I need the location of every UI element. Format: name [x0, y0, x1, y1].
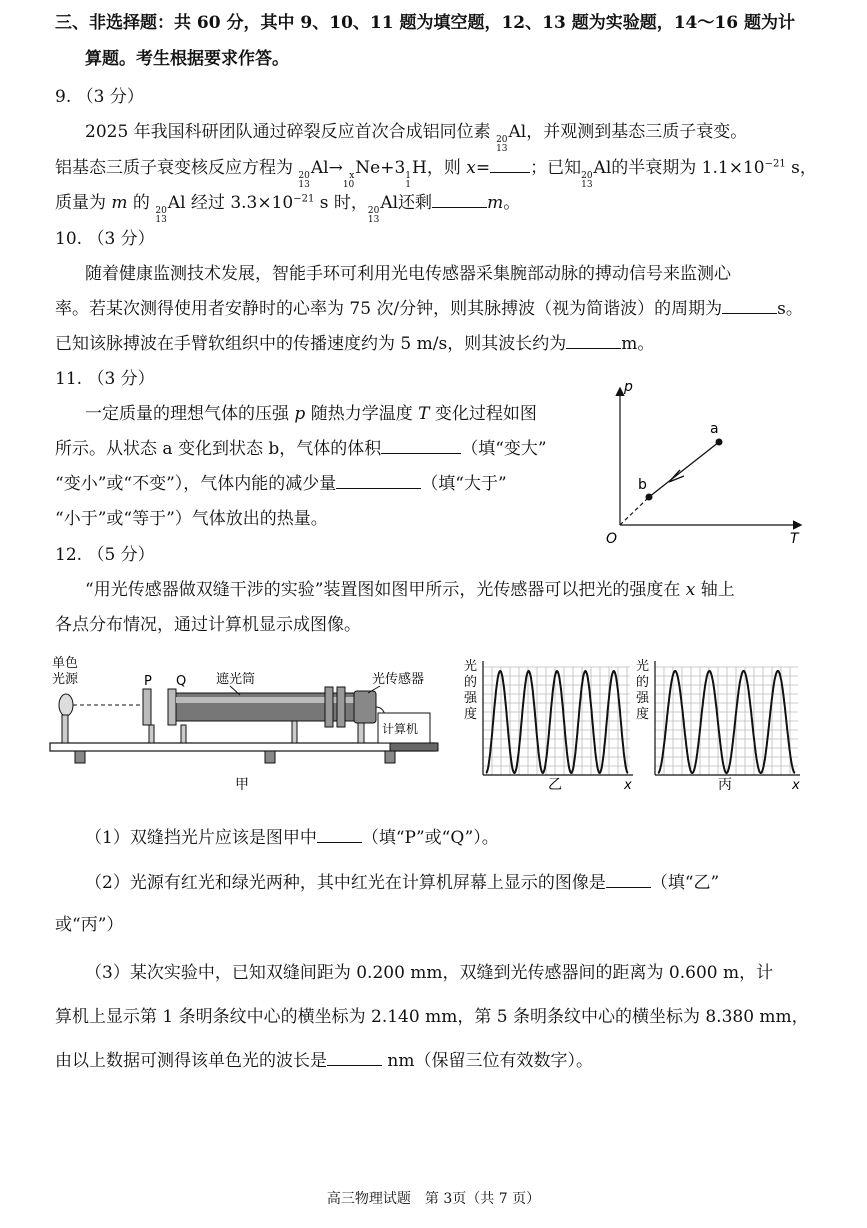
q10-heading — [55, 224, 155, 249]
dashed-extension — [620, 497, 649, 525]
q12-blank-3[interactable] — [327, 1064, 382, 1066]
label-p: P — [144, 674, 152, 689]
q12-sub2: （2）光源有红光和绿光两种，其中红光在计算机屏幕上显示的图像是 （填“乙” — [85, 873, 720, 893]
q9-line2: 铝基态三质子衰变核反应方程为 20 13 Al→ x 10 Ne+3 1 1 H，则 x= ；已知 20 13 Al的半衰期为 $1.1\times 10^{-21}$ s， — [55, 158, 817, 190]
tube-ring1 — [325, 687, 333, 727]
sensor-post — [358, 723, 364, 743]
source-label-1: 单色 — [52, 656, 79, 671]
q12-sub3-line2: 算机上显示第 1 条明条纹中心的横坐标为 2.140 mm，第 5 条明条纹中心的横坐标为 8.380 mm， — [55, 1007, 809, 1027]
q9-number: 9. — [55, 87, 72, 107]
rail-foot-left — [75, 751, 85, 763]
point-b-label: b — [638, 477, 647, 493]
page-footer: 高三物理试题 第 3页（共 7 页） — [326, 1191, 541, 1207]
q11-line2: 所示。从状态 a 变化到状态 b，气体的体积 （填“变大” — [55, 439, 547, 459]
point-a-label: a — [710, 421, 719, 437]
al20-isotope: 20 13 — [298, 171, 310, 190]
q10-line1: 随着健康监测技术发展，智能手环可利用光电传感器采集腕部动脉的搏动信号来监测心 — [85, 264, 731, 284]
xaxis-label-yi: x — [624, 778, 632, 793]
light-sensor — [354, 691, 376, 723]
q12-score: （5 分） — [87, 545, 155, 565]
tube-post — [292, 721, 297, 743]
grid-yi — [483, 667, 630, 775]
q11-blank-volume[interactable] — [381, 452, 461, 454]
q11-score: （3 分） — [87, 369, 155, 389]
q12-line2: 各点分布情况，通过计算机显示成图像。 — [55, 615, 361, 635]
caption-jia: 甲 — [235, 777, 249, 793]
grid-bing — [655, 667, 798, 775]
slit-p — [143, 689, 151, 725]
ylabel-yi-2: 的 — [464, 675, 478, 690]
caption-yi: 乙 — [548, 777, 562, 793]
rail-foot-mid — [265, 751, 275, 763]
q11-heading — [55, 364, 155, 389]
q10-score: （3 分） — [87, 229, 155, 249]
al20-isotope: 20 13 — [367, 206, 380, 225]
q11-number: 11. — [55, 369, 83, 389]
ylabel-bing-1: 光 — [636, 659, 650, 674]
ylabel-yi-4: 度 — [464, 707, 478, 722]
light-source-lamp — [59, 694, 73, 716]
intensity-graph-yi — [460, 655, 640, 795]
xaxis-label-bing: x — [792, 778, 800, 793]
q10-blank-period[interactable] — [722, 312, 777, 314]
origin-label: O — [606, 531, 618, 547]
tube-label: 遮光筒 — [216, 672, 256, 687]
q9-line1 — [85, 117, 747, 154]
q9-text: 2025 年我国科研团队通过碎裂反应首次合成铝同位素 — [85, 122, 497, 142]
state-a-point — [716, 439, 723, 446]
intensity-graph-bing — [632, 655, 812, 795]
rail-foot-right — [385, 751, 395, 763]
q10-blank-wavelength[interactable] — [566, 347, 621, 349]
apparatus-figure — [40, 655, 460, 795]
computer-label: 计算机 — [382, 722, 419, 736]
q11-blank-compare[interactable] — [336, 487, 421, 489]
wave-bing — [658, 671, 795, 773]
slit-p-post — [149, 725, 154, 743]
q12-sub2-cont: 或“丙”） — [55, 915, 124, 935]
al20-isotope: 20 13 — [496, 135, 508, 154]
lamp-post — [62, 715, 68, 743]
ylabel-bing-2: 的 — [636, 675, 650, 690]
al20-isotope: 20 13 — [155, 206, 167, 225]
q9-line3: 质量为 m 的 20 13 Al 经过 $3.3\times 10^{-21}$ s 时， 20 13 Al还剩 m。 — [55, 193, 521, 225]
tube-ring2 — [337, 687, 345, 727]
q9-score: （3 分） — [76, 87, 144, 107]
section-header-line1: 三、非选择题：共 60 分，其中 9、10、11 题为填空题，12、13 题为实验题，14～16 题为计 — [55, 13, 795, 33]
q10-line3: 已知该脉搏波在手臂软组织中的传播速度约为 5 m/s，则其波长约为 m。 — [55, 334, 655, 354]
pt-graph — [600, 375, 815, 550]
ylabel-bing-3: 强 — [636, 691, 650, 706]
ylabel-yi-1: 光 — [464, 659, 478, 674]
q11-line3: “变小”或“不变”），气体内能的减少量 （填“大于” — [55, 474, 507, 494]
q11-line1: 一定质量的理想气体的压强 p 随热力学温度 T 变化过程如图 — [85, 404, 537, 424]
q12-number: 12. — [55, 545, 83, 565]
q12-sub3-line1: （3）某次实验中，已知双缝间距为 0.200 mm，双缝到光传感器间的距离为 0.600 m，计 — [85, 963, 774, 983]
slit-q — [168, 689, 176, 725]
q10-number: 10. — [55, 229, 83, 249]
q9-blank-x[interactable] — [490, 171, 530, 173]
source-label-2: 光源 — [52, 672, 79, 687]
state-b-point — [646, 494, 653, 501]
sensor-label: 光传感器 — [372, 672, 425, 687]
q9-text: Al，并观测到基态三质子衰变。 — [508, 122, 748, 142]
label-q: Q — [176, 674, 187, 689]
wave-yi — [486, 671, 628, 773]
computer-keyboard — [390, 743, 438, 751]
ylabel-yi-3: 强 — [464, 691, 478, 706]
process-line — [649, 442, 719, 497]
slit-q-post — [181, 725, 186, 743]
q10-line2: 率。若某次测得使用者安静时的心率为 75 次/分钟，则其脉搏波（视为简谐波）的周期为 s。 — [55, 299, 803, 319]
t-axis-label: T — [790, 531, 799, 547]
optical-rail — [50, 743, 435, 751]
q9-blank-remaining[interactable] — [432, 206, 487, 208]
ne-isotope: x 10 — [342, 171, 355, 190]
q12-line1: “用光传感器做双缝干涉的实验”装置图如图甲所示，光传感器可以把光的强度在 x 轴上 — [85, 580, 735, 600]
q12-heading — [55, 540, 155, 565]
q11-line4: “小于”或“等于”）气体放出的热量。 — [55, 509, 328, 529]
ylabel-bing-4: 度 — [636, 707, 650, 722]
caption-bing: 丙 — [718, 777, 732, 793]
q12-sub1: （1）双缝挡光片应该是图甲中 （填“P”或“Q”）。 — [85, 828, 499, 848]
al20-isotope: 20 13 — [581, 171, 593, 190]
q9-heading — [55, 82, 144, 107]
q12-blank-2[interactable] — [606, 886, 651, 888]
p-axis-label: p — [624, 379, 633, 395]
h1-isotope: 1 1 — [405, 171, 412, 190]
q12-blank-1[interactable] — [317, 841, 362, 843]
section-header-line2: 算题。考生根据要求作答。 — [85, 49, 289, 69]
q12-sub3-line3: 由以上数据可测得该单色光的波长是 nm（保留三位有效数字）。 — [55, 1051, 593, 1071]
